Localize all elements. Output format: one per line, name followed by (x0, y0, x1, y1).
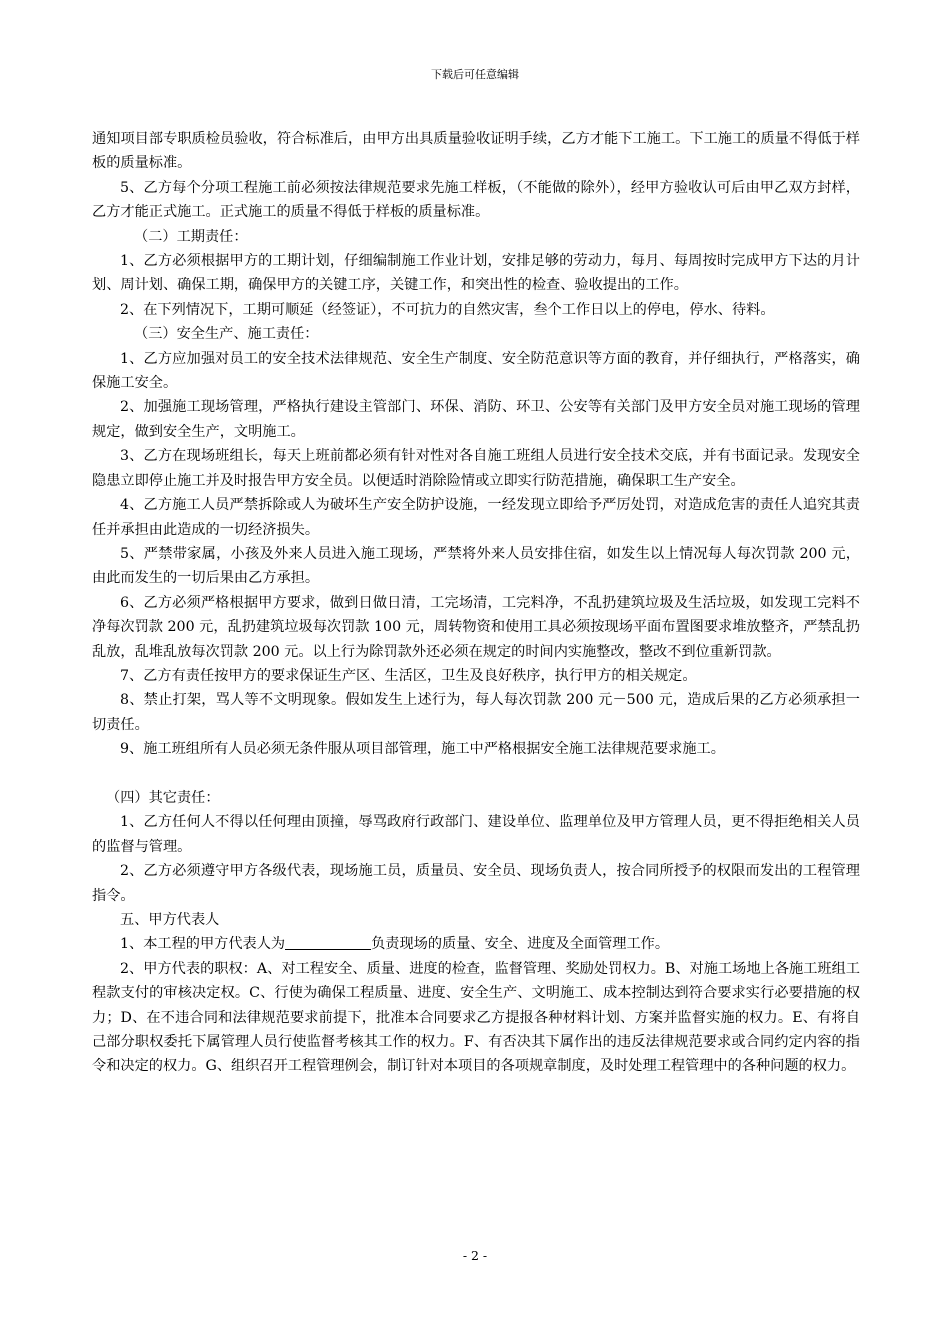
page-header: 下载后可任意编辑 (431, 68, 519, 81)
paragraph: 3、乙方在现场班组长，每天上班前都必须有针对性对各自施工班组人员进行安全技术交底，并有书面记录。发现安全隐患立即停止施工并及时报告甲方安全员。以便适时消除险情或立即实行防范措施，确保职工生产安全。 (92, 448, 860, 489)
paragraph: 2、甲方代表的职权：A、对工程安全、质量、进度的检查，监督管理、奖励处罚权力。B、对施工场地上各施工班组工程款支付的审核决定权。C、行使为确保工程质量、进度、安全生产、文明施工、成本控制达到符合要求实行必要措施的权力；D、在不违合同和法律规范要求前提下，批准本合同要求乙方提报各种材料计划、方案并监督实施的权力。E、有将自己部分职权委托下属管理人员行使监督考核其工作的权力。F、有否决其下属作出的违反法律规范要求或合同约定内容的指令和决定的权力。G、组织召开工程管理例会，制订针对本项目的各项规章制度，及时处理工程管理中的各种问题的权力。 (92, 960, 861, 1075)
paragraph: 2、加强施工现场管理，严格执行建设主管部门、环保、消防、环卫、公安等有关部门及甲方安全员对施工现场的管理规定，做到安全生产，文明施工。 (92, 399, 860, 440)
page-number: - 2 - (462, 1248, 488, 1263)
text-segment: 负责现场的质量、安全、进度及全面管理工作。 (371, 936, 670, 953)
section-heading: （四）其它责任： (106, 789, 220, 806)
paragraph (92, 932, 860, 956)
paragraph: 1、乙方应加强对员工的安全技术法律规范、安全生产制度、安全防范意识等方面的教育，并仔细执行，严格落实，确保施工安全。 (92, 350, 860, 392)
paragraph: 6、乙方必须严格根据甲方要求，做到日做日清，工完场清，工完料净，不乱扔建筑垃圾及生活垃圾，如发现工完料不净每次罚款 200 元，乱扔建筑垃圾每次罚款 100 元，周转物资和使用工具必须按现场平面布置图要求堆放整齐，严禁乱扔乱放，乱堆乱放每次罚款 200 元。以上行为除罚款外还必须在规定的时间内实施整改，整改不到位重新罚款。 (92, 594, 860, 660)
paragraph: 4、乙方施工人员严禁拆除或人为破坏生产安全防护设施，一经发现立即给予严厉处罚，对造成危害的责任人追究其责任并承担由此造成的一切经济损失。 (92, 497, 860, 538)
section-heading: （三）安全生产、施工责任： (134, 326, 319, 343)
paragraph: 7、乙方有责任按甲方的要求保证生产区、生活区，卫生及良好秩序，执行甲方的相关规定。 (120, 667, 697, 684)
blank-line (92, 762, 860, 786)
paragraph: 2、在下列情况下，工期可顺延（经签证），不可抗力的自然灾害，叁个工作日以上的停电，停水、待料。 (120, 301, 775, 318)
paragraph: 1、乙方必须根据甲方的工期计划，仔细编制施工作业计划，安排足够的劳动力，每月、每周按时完成甲方下达的月计划、周计划、确保工期，确保甲方的关键工序，关键工作，和突出性的检查、验收提出的工作。 (92, 253, 860, 294)
paragraph: 5、严禁带家属，小孩及外来人员进入施工现场，严禁将外来人员安排住宿，如发生以上情况每人每次罚款 200 元，由此而发生的一切后果由乙方承担。 (92, 545, 860, 587)
paragraph: 5、乙方每个分项工程施工前必须按法律规范要求先施工样板，（不能做的除外），经甲方验收认可后由甲乙双方封样，乙方才能正式施工。正式施工的质量不得低于样板的质量标准。 (92, 179, 860, 221)
paragraph: 1、乙方任何人不得以任何理由顶撞，辱骂政府行政部门、建设单位、监理单位及甲方管理人员，更不得拒绝相关人员的监督与管理。 (92, 814, 860, 855)
paragraph: 通知项目部专职质检员验收，符合标准后，由甲方出具质量验收证明手续，乙方才能下工施工。下工施工的质量不得低于样板的质量标准。 (92, 131, 860, 172)
fill-in-blank (285, 934, 371, 950)
document-body (92, 127, 860, 1079)
section-heading: 五、甲方代表人 (120, 911, 220, 928)
paragraph: 2、乙方必须遵守甲方各级代表，现场施工员，质量员、安全员、现场负责人，按合同所授予的权限而发出的工程管理指令。 (92, 863, 860, 904)
paragraph: 9、施工班组所有人员必须无条件服从项目部管理，施工中严格根据安全施工法律规范要求施工。 (120, 741, 725, 758)
text-segment: 1、本工程的甲方代表人为 (120, 936, 286, 953)
section-heading: （二）工期责任： (134, 228, 248, 245)
paragraph: 8、禁止打架，骂人等不文明现象。假如发生上述行为，每人每次罚款 200 元－500 元，造成后果的乙方必须承担一切责任。 (92, 692, 860, 733)
